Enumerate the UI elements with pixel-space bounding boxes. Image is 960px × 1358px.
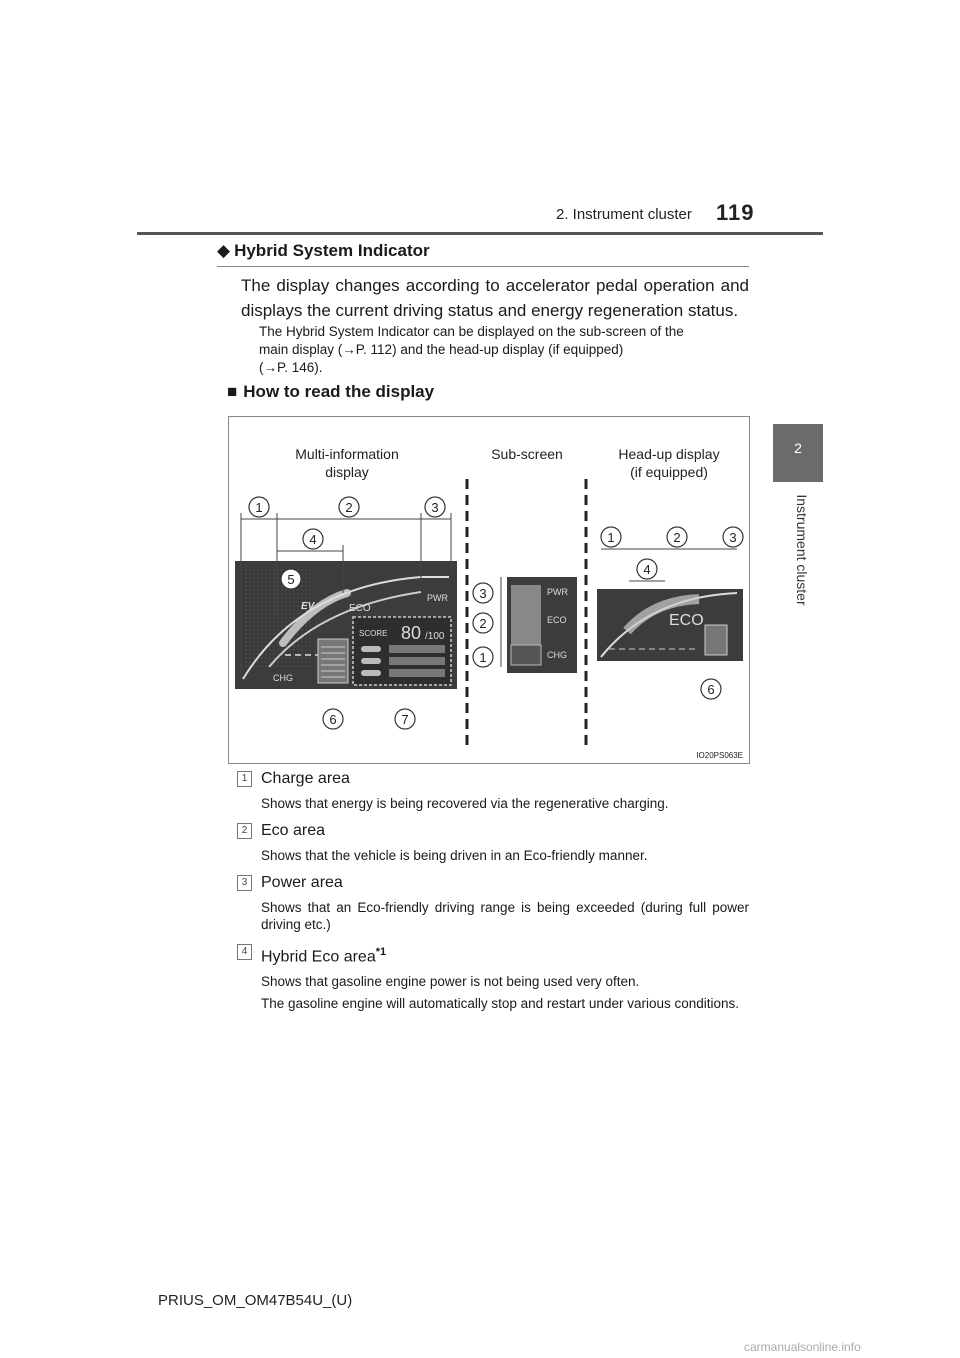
svg-text:6: 6	[707, 682, 715, 697]
header-rule	[137, 232, 823, 235]
item-description: Shows that energy is being recovered via the regenerative charging.	[261, 796, 669, 811]
label-line: display	[325, 464, 369, 480]
svg-text:3: 3	[431, 500, 439, 515]
label-sub-screen: Sub-screen	[491, 446, 563, 462]
score-value: 80	[401, 623, 422, 643]
item-title: Eco area	[261, 822, 326, 839]
callout-1	[249, 497, 269, 517]
item-number: 4	[237, 944, 252, 960]
subheading-text: How to read the display	[243, 382, 435, 401]
item-title: Power area	[261, 874, 343, 891]
callout-4	[303, 529, 323, 549]
item-title-text: Hybrid Eco area	[261, 948, 376, 966]
note-paragraph	[259, 323, 749, 377]
item-description: Shows that gasoline engine power is not being used very often.	[261, 974, 640, 990]
callout-5	[281, 569, 301, 589]
svg-text:3: 3	[479, 586, 487, 601]
callout-2	[473, 613, 493, 633]
sub-chg-label: CHG	[547, 650, 567, 660]
head-up-display	[597, 549, 743, 661]
hud-eco-label: ECO	[669, 612, 704, 629]
sub-screen-display	[501, 577, 577, 673]
label-line: Head-up display	[618, 446, 720, 462]
callout-3	[425, 497, 445, 517]
label-line: Multi-information	[295, 446, 399, 462]
list-item	[237, 768, 749, 812]
svg-text:2: 2	[345, 500, 353, 515]
callout-1	[473, 647, 493, 667]
sub-pwr-label: PWR	[547, 587, 568, 597]
side-tab-title: Instrument cluster	[794, 494, 810, 606]
svg-text:1: 1	[607, 530, 615, 545]
list-item	[237, 941, 749, 1012]
item-description: The gasoline engine will automatically stop and restart under various conditions.	[261, 996, 740, 1012]
item-list	[237, 768, 749, 1012]
heading-text: Hybrid System Indicator	[234, 241, 430, 260]
note-line: (→P. 146).	[259, 360, 323, 375]
figure-illustration	[229, 417, 749, 763]
square-bullet-icon: ■	[227, 382, 238, 401]
item-number: 1	[237, 771, 252, 787]
hybrid-indicator-figure	[228, 416, 750, 764]
side-tab: 2	[773, 424, 823, 482]
intro-paragraph: The display changes according to accelerator pedal operation and displays the current driving status and energy regeneration status.	[241, 276, 749, 320]
svg-text:1: 1	[479, 650, 487, 665]
callout-6	[323, 709, 343, 729]
diamond-bullet-icon: ◆	[217, 241, 231, 260]
image-code: IO20PS063E	[696, 751, 743, 760]
note-line: The Hybrid System Indicator can be displayed on the sub-screen of the	[259, 324, 684, 339]
item-description: Shows that the vehicle is being driven in an Eco-friendly manner.	[261, 848, 648, 863]
svg-text:4: 4	[309, 532, 317, 547]
watermark: carmanualsonline.info	[744, 1340, 861, 1354]
svg-text:7: 7	[401, 712, 409, 727]
subheading	[227, 382, 434, 402]
heading-rule	[217, 266, 749, 267]
svg-text:5: 5	[287, 572, 295, 587]
callout-3	[723, 527, 743, 547]
list-item	[237, 872, 749, 933]
label-line: (if equipped)	[630, 464, 708, 480]
callout-4	[637, 559, 657, 579]
svg-text:6: 6	[329, 712, 337, 727]
callout-2	[339, 497, 359, 517]
callout-3	[473, 583, 493, 603]
score-max: /100	[425, 631, 445, 642]
item-number: 2	[237, 823, 252, 839]
list-item	[237, 820, 749, 864]
eco-label: ECO	[349, 603, 371, 614]
score-label: SCORE	[359, 629, 388, 638]
document-code: PRIUS_OM_OM47B54U_(U)	[158, 1292, 353, 1309]
multi-information-display	[235, 513, 457, 689]
pwr-label: PWR	[427, 593, 448, 603]
svg-text:4: 4	[643, 562, 651, 577]
svg-text:3: 3	[729, 530, 737, 545]
svg-text:2: 2	[479, 616, 487, 631]
callout-2	[667, 527, 687, 547]
sub-eco-label: ECO	[547, 615, 567, 625]
item-title	[261, 941, 749, 968]
section-label: 2. Instrument cluster	[556, 206, 692, 223]
note-line: main display (→P. 112) and the head-up display (if equipped)	[259, 342, 624, 357]
page-number: 119	[716, 200, 755, 225]
callout-6	[701, 679, 721, 699]
svg-text:2: 2	[673, 530, 681, 545]
section-heading	[217, 241, 430, 261]
footnote-marker: *1	[375, 946, 387, 958]
svg-text:1: 1	[255, 500, 263, 515]
callout-1	[601, 527, 621, 547]
chg-label: CHG	[273, 673, 293, 683]
item-description: Shows that an Eco-friendly driving range is being exceeded (during full power driving etc.)	[261, 900, 749, 932]
ev-indicator: EV	[301, 601, 315, 612]
item-number: 3	[237, 875, 252, 891]
item-title: Charge area	[261, 770, 350, 787]
callout-7	[395, 709, 415, 729]
